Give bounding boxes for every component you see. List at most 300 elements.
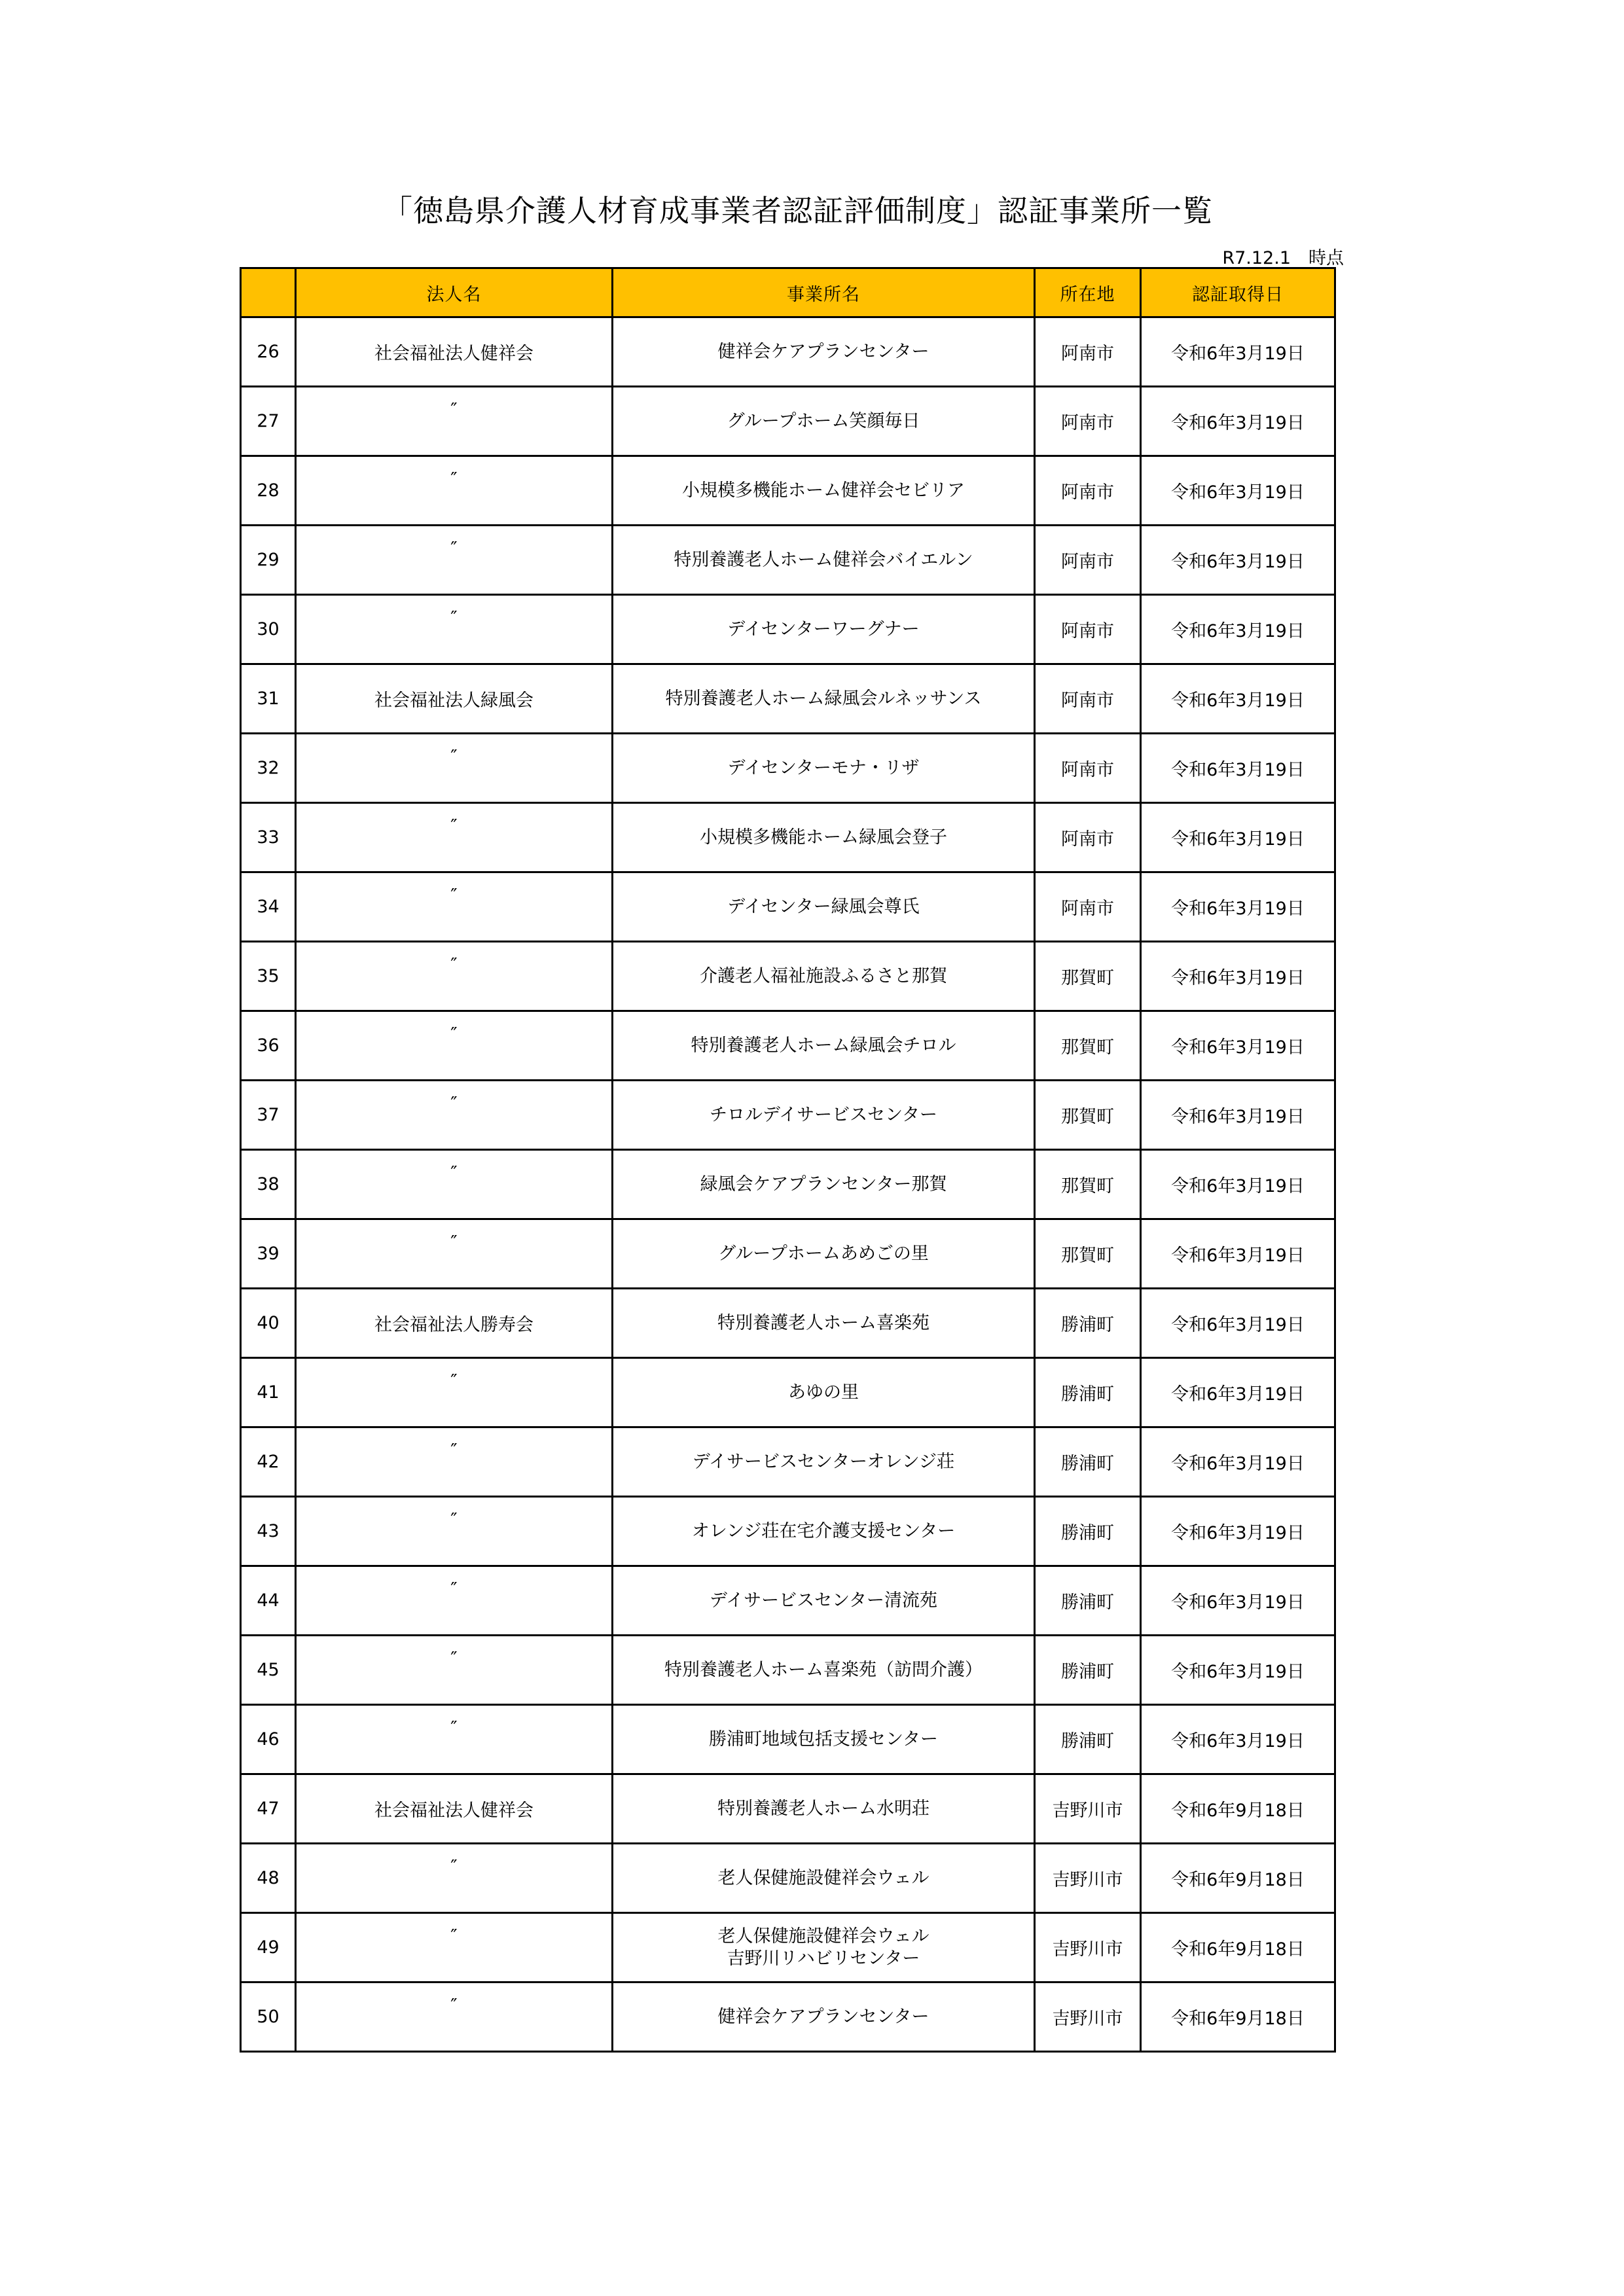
cell-location-text: 那賀町: [1061, 1107, 1114, 1127]
table-row: [241, 1150, 1335, 1219]
cell-no-text: 36: [257, 1035, 280, 1056]
cell-location: [1035, 942, 1141, 1011]
cell-corporation: [296, 1774, 613, 1844]
cell-location-text: 勝浦町: [1061, 1315, 1114, 1335]
cell-corporation: [296, 942, 613, 1011]
cell-location-text: 阿南市: [1061, 482, 1114, 503]
cell-office: [613, 1081, 1035, 1150]
cell-no: [241, 1289, 296, 1358]
table-row: [241, 734, 1335, 803]
office-name: [665, 688, 981, 710]
cell-office: [613, 1636, 1035, 1705]
cell-location-text: 吉野川市: [1052, 1870, 1123, 1890]
cell-corporation-text: ″: [450, 1925, 458, 1946]
table-row: [241, 526, 1335, 595]
office-name-line: 健祥会ケアプランセンター: [717, 341, 929, 362]
cell-no: [241, 1150, 296, 1219]
cell-no-text: 32: [257, 758, 280, 778]
cell-certification-date-text: 令和6年3月19日: [1171, 1662, 1305, 1682]
cell-corporation-text: ″: [450, 1856, 458, 1877]
table-row: [241, 1011, 1335, 1081]
cell-corporation-text: ″: [450, 607, 458, 628]
cell-office: [613, 942, 1035, 1011]
cell-corporation: [296, 595, 613, 664]
cell-corporation-text: ″: [450, 1370, 458, 1391]
cell-location-text: 阿南市: [1061, 691, 1114, 711]
cell-certification-date-text: 令和6年3月19日: [1171, 1731, 1305, 1751]
table-row: [241, 1913, 1335, 1982]
cell-certification-date-text: 令和6年3月19日: [1171, 1037, 1305, 1058]
cell-location: [1035, 664, 1141, 734]
table-header-row: [241, 268, 1335, 317]
cell-location: [1035, 526, 1141, 595]
cell-location-text: 阿南市: [1061, 344, 1114, 364]
cell-corporation-text: ″: [450, 399, 458, 420]
as-of-date: R7.12.1 時点: [1222, 248, 1344, 268]
cell-office: [613, 456, 1035, 526]
cell-corporation-text: ″: [450, 537, 458, 559]
cell-no: [241, 1358, 296, 1427]
cell-certification-date-text: 令和6年3月19日: [1171, 1523, 1305, 1543]
cell-corporation: [296, 1636, 613, 1705]
cell-certification-date: [1141, 387, 1335, 456]
cell-location-text: 勝浦町: [1061, 1592, 1114, 1613]
office-name: [664, 1659, 983, 1681]
table-row: [241, 1358, 1335, 1427]
cell-certification-date: [1141, 664, 1335, 734]
cell-location-text: 勝浦町: [1061, 1523, 1114, 1543]
cell-location-text: 阿南市: [1061, 760, 1114, 780]
cell-office: [613, 1219, 1035, 1289]
office-name-line: 特別養護老人ホーム緑風会ルネッサンス: [665, 688, 982, 709]
cell-certification-date: [1141, 1150, 1335, 1219]
cell-location-text: 勝浦町: [1061, 1454, 1114, 1474]
cell-no-text: 38: [257, 1174, 280, 1194]
cell-certification-date-text: 令和6年3月19日: [1171, 829, 1305, 850]
cell-no: [241, 1219, 296, 1289]
cell-corporation: [296, 1011, 613, 1081]
column-header-corporation: 法人名: [296, 268, 613, 317]
office-name: [709, 1729, 938, 1751]
office-name: [718, 2006, 929, 2028]
cell-corporation-text: ″: [450, 1092, 458, 1114]
office-name: [727, 896, 919, 918]
cell-corporation-text: ″: [450, 468, 458, 490]
cell-no: [241, 1844, 296, 1913]
cell-no-text: 35: [257, 966, 280, 986]
cell-office: [613, 1982, 1035, 2052]
cell-location-text: 那賀町: [1061, 1246, 1114, 1266]
cell-location: [1035, 803, 1141, 872]
cell-certification-date: [1141, 1566, 1335, 1636]
office-name: [717, 1798, 929, 1820]
cell-no: [241, 1566, 296, 1636]
cell-no-text: 45: [257, 1660, 280, 1680]
cell-location-text: 阿南市: [1061, 621, 1114, 641]
cell-corporation: [296, 734, 613, 803]
cell-certification-date: [1141, 317, 1335, 387]
cell-office: [613, 664, 1035, 734]
cell-no: [241, 1081, 296, 1150]
office-name: [718, 1867, 929, 1890]
cell-certification-date: [1141, 734, 1335, 803]
cell-certification-date: [1141, 942, 1335, 1011]
cell-office: [613, 1774, 1035, 1844]
cell-location: [1035, 1566, 1141, 1636]
cell-location-text: 阿南市: [1061, 413, 1114, 433]
office-name-line: 勝浦町地域包括支援センター: [709, 1729, 938, 1749]
cell-corporation: [296, 803, 613, 872]
cell-no: [241, 664, 296, 734]
cell-corporation-text: 社会福祉法人健祥会: [374, 344, 533, 364]
office-name-line: グループホーム笑顔毎日: [727, 410, 920, 431]
office-name: [727, 619, 919, 641]
cell-office: [613, 1427, 1035, 1497]
cell-certification-date-text: 令和6年3月19日: [1171, 760, 1305, 780]
cell-no-text: 48: [257, 1868, 280, 1888]
cell-location: [1035, 1844, 1141, 1913]
cell-location: [1035, 1150, 1141, 1219]
cell-office: [613, 1705, 1035, 1774]
table-row: [241, 664, 1335, 734]
cell-corporation-text: ″: [450, 1994, 458, 2016]
cell-certification-date-text: 令和6年3月19日: [1171, 344, 1305, 364]
cell-office: [613, 1011, 1035, 1081]
cell-office: [613, 526, 1035, 595]
office-name: [710, 1590, 937, 1612]
cell-office: [613, 1913, 1035, 1982]
cell-location-text: 勝浦町: [1061, 1662, 1114, 1682]
cell-corporation: [296, 1150, 613, 1219]
cell-office: [613, 872, 1035, 942]
cell-certification-date-text: 令和6年3月19日: [1171, 1592, 1305, 1613]
office-name: [700, 1174, 947, 1196]
office-name-line: デイセンターワーグナー: [727, 619, 920, 639]
cell-corporation: [296, 664, 613, 734]
office-name: [691, 1035, 956, 1057]
cell-office: [613, 1358, 1035, 1427]
cell-corporation: [296, 1358, 613, 1427]
cell-certification-date-text: 令和6年3月19日: [1171, 899, 1305, 919]
table-row: [241, 1081, 1335, 1150]
cell-office: [613, 387, 1035, 456]
cell-corporation: [296, 1081, 613, 1150]
cell-no: [241, 317, 296, 387]
cell-certification-date-text: 令和6年3月19日: [1171, 1315, 1305, 1335]
office-name: [700, 965, 947, 988]
office-name-line: オレンジ荘在宅介護支援センター: [691, 1520, 956, 1541]
cell-location: [1035, 456, 1141, 526]
office-name-line: デイセンター緑風会尊氏: [727, 896, 920, 917]
cell-corporation-text: ″: [450, 1509, 458, 1530]
cell-location: [1035, 595, 1141, 664]
cell-corporation: [296, 387, 613, 456]
table-row: [241, 1705, 1335, 1774]
cell-location-text: 阿南市: [1061, 829, 1114, 850]
office-name-line: 特別養護老人ホーム健祥会バイエルン: [674, 549, 973, 570]
cell-corporation: [296, 1705, 613, 1774]
cell-corporation: [296, 1289, 613, 1358]
cell-corporation: [296, 317, 613, 387]
cell-location: [1035, 1913, 1141, 1982]
cell-corporation: [296, 1844, 613, 1913]
cell-location: [1035, 1011, 1141, 1081]
cell-no: [241, 1705, 296, 1774]
cell-corporation-text: ″: [450, 1439, 458, 1461]
cell-certification-date: [1141, 1289, 1335, 1358]
table-row: [241, 456, 1335, 526]
table-row: [241, 872, 1335, 942]
cell-certification-date-text: 令和6年3月19日: [1171, 621, 1305, 641]
cell-certification-date-text: 令和6年3月19日: [1171, 968, 1305, 988]
column-header-no: [241, 268, 296, 317]
cell-no: [241, 456, 296, 526]
cell-no-text: 41: [257, 1382, 280, 1403]
cell-corporation: [296, 1219, 613, 1289]
cell-no: [241, 1427, 296, 1497]
cell-certification-date-text: 令和6年9月18日: [1171, 1870, 1305, 1890]
cell-no-text: 42: [257, 1452, 280, 1472]
cell-location: [1035, 1774, 1141, 1844]
cell-certification-date-text: 令和6年3月19日: [1171, 1384, 1305, 1405]
office-name-line: 健祥会ケアプランセンター: [717, 2006, 929, 2027]
cell-certification-date-text: 令和6年3月19日: [1171, 1176, 1305, 1196]
cell-no: [241, 1636, 296, 1705]
office-name-line: 介護老人福祉施設ふるさと那賀: [700, 965, 947, 986]
cell-corporation: [296, 872, 613, 942]
cell-no-text: 49: [257, 1937, 280, 1958]
cell-location: [1035, 872, 1141, 942]
cell-corporation: [296, 1982, 613, 2052]
cell-location: [1035, 317, 1141, 387]
cell-no-text: 46: [257, 1729, 280, 1749]
cell-no-text: 33: [257, 827, 280, 848]
office-name: [717, 1312, 929, 1335]
office-name: [727, 410, 920, 433]
cell-location-text: 吉野川市: [1052, 2009, 1123, 2029]
cell-certification-date-text: 令和6年3月19日: [1171, 482, 1305, 503]
cell-office: [613, 1566, 1035, 1636]
cell-no-text: 26: [257, 342, 280, 362]
cell-certification-date-text: 令和6年9月18日: [1171, 2009, 1305, 2029]
table-row: [241, 1774, 1335, 1844]
office-name: [674, 549, 973, 571]
table-row: [241, 803, 1335, 872]
certified-offices-table: [240, 267, 1336, 2053]
table-row: [241, 317, 1335, 387]
office-name: [728, 757, 920, 780]
cell-certification-date: [1141, 456, 1335, 526]
cell-corporation-text: ″: [450, 1023, 458, 1045]
cell-certification-date-text: 令和6年3月19日: [1171, 691, 1305, 711]
cell-corporation-text: ″: [450, 1717, 458, 1738]
cell-certification-date: [1141, 1011, 1335, 1081]
cell-corporation-text: 社会福祉法人緑風会: [374, 691, 533, 711]
cell-certification-date: [1141, 1982, 1335, 2052]
office-name-line: 特別養護老人ホーム喜楽苑: [717, 1312, 929, 1333]
table-body: [241, 317, 1335, 2052]
cell-corporation-text: 社会福祉法人勝寿会: [374, 1315, 533, 1335]
cell-location-text: 那賀町: [1061, 968, 1114, 988]
cell-certification-date-text: 令和6年3月19日: [1171, 1107, 1305, 1127]
cell-certification-date: [1141, 1427, 1335, 1497]
page-title: 「徳島県介護人材育成事業者認証評価制度」認証事業所一覧: [382, 193, 1213, 228]
cell-no: [241, 1913, 296, 1982]
cell-office: [613, 734, 1035, 803]
cell-certification-date: [1141, 1705, 1335, 1774]
office-name-line: チロルデイサービスセンター: [709, 1104, 938, 1125]
cell-no: [241, 387, 296, 456]
cell-corporation: [296, 1497, 613, 1566]
cell-office: [613, 1844, 1035, 1913]
cell-location-text: 勝浦町: [1061, 1384, 1114, 1405]
cell-no: [241, 734, 296, 803]
table-row: [241, 1566, 1335, 1636]
cell-location: [1035, 1636, 1141, 1705]
office-name-line: あゆの里: [788, 1382, 859, 1403]
cell-no-text: 43: [257, 1521, 280, 1541]
cell-no-text: 44: [257, 1590, 280, 1611]
cell-office: [613, 1150, 1035, 1219]
cell-location-text: 那賀町: [1061, 1176, 1114, 1196]
cell-location: [1035, 734, 1141, 803]
office-name: [710, 1104, 937, 1126]
cell-location-text: 那賀町: [1061, 1037, 1114, 1058]
cell-location: [1035, 387, 1141, 456]
cell-location-text: 阿南市: [1061, 899, 1114, 919]
office-name: [718, 341, 929, 363]
cell-certification-date: [1141, 1844, 1335, 1913]
office-name-line: 老人保健施設健祥会ウェル: [717, 1926, 929, 1946]
cell-location-text: 吉野川市: [1052, 1939, 1123, 1960]
table-row: [241, 1497, 1335, 1566]
office-name: [693, 1451, 954, 1473]
table-row: [241, 1844, 1335, 1913]
office-name-line: デイセンターモナ・リザ: [727, 757, 920, 778]
cell-certification-date-text: 令和6年9月18日: [1171, 1939, 1305, 1960]
cell-certification-date: [1141, 1774, 1335, 1844]
cell-no: [241, 872, 296, 942]
cell-corporation: [296, 526, 613, 595]
cell-certification-date: [1141, 1358, 1335, 1427]
office-name-line: グループホームあめごの里: [718, 1243, 929, 1264]
table-row: [241, 387, 1335, 456]
cell-no: [241, 942, 296, 1011]
cell-office: [613, 1289, 1035, 1358]
office-name-line: 老人保健施設健祥会ウェル: [717, 1867, 929, 1888]
cell-no-text: 28: [257, 480, 280, 501]
cell-corporation-text: ″: [450, 954, 458, 975]
cell-location: [1035, 1497, 1141, 1566]
cell-no: [241, 595, 296, 664]
cell-no-text: 30: [257, 619, 280, 639]
cell-no: [241, 526, 296, 595]
cell-corporation: [296, 1566, 613, 1636]
cell-corporation-text: ″: [450, 815, 458, 836]
cell-corporation-text: 社会福祉法人健祥会: [374, 1801, 533, 1821]
office-name-line: 緑風会ケアプランセンター那賀: [700, 1174, 947, 1194]
cell-location: [1035, 1705, 1141, 1774]
table-row: [241, 595, 1335, 664]
cell-certification-date: [1141, 1636, 1335, 1705]
cell-location: [1035, 1289, 1141, 1358]
cell-certification-date-text: 令和6年9月18日: [1171, 1801, 1305, 1821]
cell-no-text: 39: [257, 1244, 280, 1264]
cell-no: [241, 1011, 296, 1081]
cell-corporation-text: ″: [450, 884, 458, 906]
cell-office: [613, 317, 1035, 387]
cell-location: [1035, 1427, 1141, 1497]
cell-certification-date: [1141, 526, 1335, 595]
cell-certification-date: [1141, 1913, 1335, 1982]
cell-corporation-text: ″: [450, 1578, 458, 1600]
cell-office: [613, 1497, 1035, 1566]
office-name-line: デイサービスセンターオレンジ荘: [692, 1451, 955, 1472]
cell-certification-date: [1141, 1497, 1335, 1566]
table-row: [241, 1427, 1335, 1497]
office-name-line: 小規模多機能ホーム緑風会登子: [700, 827, 947, 848]
office-name-line: 小規模多機能ホーム健祥会セビリア: [682, 480, 965, 501]
cell-certification-date: [1141, 1219, 1335, 1289]
office-name-line: 特別養護老人ホーム水明荘: [717, 1798, 929, 1819]
cell-location: [1035, 1081, 1141, 1150]
column-header-certification-date: 認証取得日: [1141, 268, 1335, 317]
cell-office: [613, 595, 1035, 664]
cell-no-text: 40: [257, 1313, 280, 1333]
cell-location: [1035, 1358, 1141, 1427]
cell-no-text: 50: [257, 2007, 280, 2027]
cell-certification-date: [1141, 872, 1335, 942]
office-name: [718, 1243, 929, 1265]
office-name-line: 特別養護老人ホーム喜楽苑（訪問介護）: [664, 1659, 983, 1680]
table-row: [241, 1289, 1335, 1358]
cell-certification-date-text: 令和6年3月19日: [1171, 413, 1305, 433]
cell-corporation-text: ″: [450, 1162, 458, 1183]
cell-certification-date: [1141, 803, 1335, 872]
table-row: [241, 942, 1335, 1011]
cell-corporation-text: ″: [450, 745, 458, 767]
cell-corporation: [296, 1913, 613, 1982]
cell-location: [1035, 1219, 1141, 1289]
office-name-line: デイサービスセンター清流苑: [709, 1590, 938, 1611]
column-header-office: 事業所名: [613, 268, 1035, 317]
cell-certification-date-text: 令和6年3月19日: [1171, 1246, 1305, 1266]
table-row: [241, 1636, 1335, 1705]
office-name-line: 特別養護老人ホーム緑風会チロル: [691, 1035, 956, 1056]
cell-no-text: 34: [257, 897, 280, 917]
cell-office: [613, 803, 1035, 872]
cell-no: [241, 803, 296, 872]
cell-no-text: 27: [257, 411, 280, 431]
office-name: [692, 1520, 956, 1543]
cell-no: [241, 1497, 296, 1566]
table-row: [241, 1219, 1335, 1289]
cell-location: [1035, 1982, 1141, 2052]
office-name: [788, 1382, 859, 1404]
office-name: [682, 480, 965, 502]
table-row: [241, 1982, 1335, 2052]
cell-no-text: 29: [257, 550, 280, 570]
cell-no-text: 31: [257, 689, 280, 709]
cell-corporation-text: ″: [450, 1231, 458, 1253]
cell-certification-date-text: 令和6年3月19日: [1171, 552, 1305, 572]
cell-no-text: 37: [257, 1105, 280, 1125]
cell-corporation: [296, 1427, 613, 1497]
cell-no: [241, 1774, 296, 1844]
cell-location-text: 吉野川市: [1052, 1801, 1123, 1821]
column-header-location: 所在地: [1035, 268, 1141, 317]
office-name: [718, 1926, 929, 1970]
